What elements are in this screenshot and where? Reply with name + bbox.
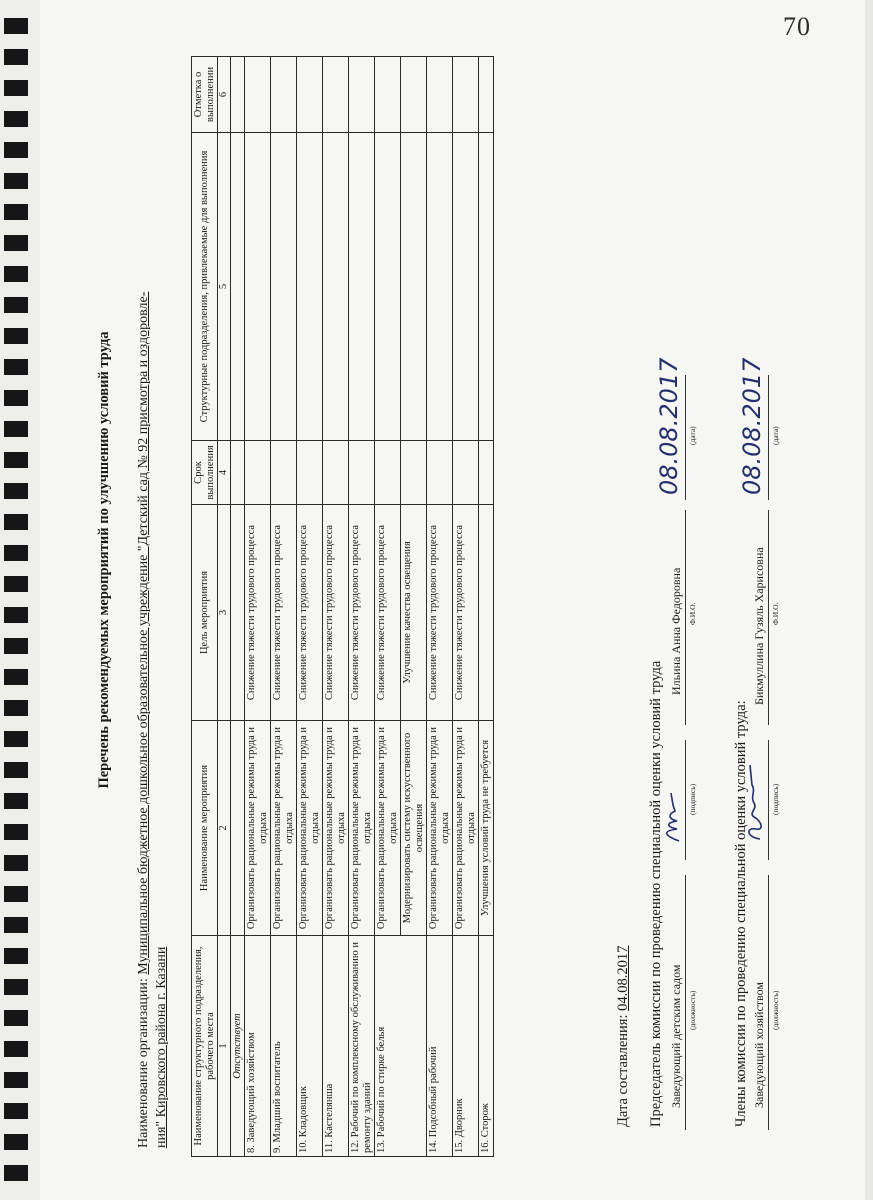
measures-table <box>191 56 494 1157</box>
header-number: 2 <box>218 721 231 936</box>
cell-measure: Организовать рациональные режимы труда и отдыха <box>297 721 323 936</box>
chairman-date: 08.08.2017 <box>655 357 683 495</box>
cell-place: 10. Кладовщик <box>297 936 323 1157</box>
document-title: Перечень рекомендуемых мероприятий по улучшению условий труда <box>96 331 112 789</box>
table-row <box>323 57 349 1157</box>
cell-goal: Снижение тяжести трудового процесса <box>375 505 401 721</box>
member-name: Бикмуллина Гузяль Харисовна <box>752 547 766 705</box>
cell-place: 9. Младший воспитатель <box>271 936 297 1157</box>
chairman-name: Ильина Анна Федоровна <box>669 567 683 695</box>
cell-goal: Снижение тяжести трудового процесса <box>323 505 349 721</box>
cell-measure: Модернизировать систему искусственного освещения <box>401 721 427 936</box>
page-number: 70 <box>783 12 811 41</box>
cell-place: 15. Дворник <box>453 936 479 1157</box>
name-line <box>768 510 769 725</box>
header-goal: Цель мероприятия <box>192 505 218 721</box>
table-number-row <box>218 57 231 1157</box>
chairman-signature <box>659 765 691 845</box>
cell-measure: Организовать рациональные режимы труда и отдыха <box>323 721 349 936</box>
position-caption: (должность) <box>688 990 697 1030</box>
cell-measure: Организовать рациональные режимы труда и отдыха <box>453 721 479 936</box>
position-line <box>768 875 769 1130</box>
organization-line-1 <box>136 58 152 1148</box>
table-row <box>453 57 479 1157</box>
header-measure: Наименование мероприятия <box>192 721 218 936</box>
organization-name-1: Муниципальное бюджетное дошкольное образовательное учреждение "Детский сад № 92 присмотра и оздоровле- <box>136 291 151 975</box>
header-departments: Структурные подразделения, привлекаемые для выполнения <box>192 133 218 441</box>
cell-place: 11. Кастелянша <box>323 936 349 1157</box>
cell-goal: Снижение тяжести трудового процесса <box>271 505 297 721</box>
header-number: 3 <box>218 505 231 721</box>
section-row <box>230 57 245 1157</box>
name-line <box>685 510 686 725</box>
header-number: 4 <box>218 441 231 505</box>
date-line <box>685 375 686 500</box>
cell-measure: Улучшения условий труда не требуется <box>479 721 494 936</box>
compilation-date <box>615 946 632 1127</box>
header-number: 5 <box>218 133 231 441</box>
cell-goal: Снижение тяжести трудового процесса <box>453 505 479 721</box>
organization-name-2: ния" Кировского района г. Казани <box>154 946 169 1148</box>
cell-measure: Организовать рациональные режимы труда и отдыха <box>271 721 297 936</box>
table-row <box>427 57 453 1157</box>
members-heading: Члены комиссии по проведению специальной оценки условий труда: <box>733 700 749 1127</box>
header-place: Наименование структурного подразделения, рабочего места <box>192 936 218 1157</box>
member-date: 08.08.2017 <box>738 357 766 495</box>
date-value: 04.08.2017 <box>615 945 631 1011</box>
signature-line <box>768 740 769 860</box>
cell-goal: Снижение тяжести трудового процесса <box>245 505 271 721</box>
chairman-position: Заведующий детским садом <box>669 964 683 1108</box>
table-header-row <box>192 57 218 1157</box>
cell-place: 13. Рабочий по стирке белья <box>375 936 427 1157</box>
cell-place: 12. Рабочий по комплексному обслуживанию и ремонту зданий <box>349 936 375 1157</box>
cell-goal <box>479 505 494 721</box>
chairman-heading: Председатель комиссии по проведению специальной оценки условий труда <box>648 660 664 1127</box>
cell-goal: Снижение тяжести трудового процесса <box>349 505 375 721</box>
header-number: 6 <box>218 57 231 133</box>
table-row <box>349 57 375 1157</box>
cell-measure: Организовать рациональные режимы труда и отдыха <box>427 721 453 936</box>
date-caption: (дата) <box>771 426 780 445</box>
cell-measure: Организовать рациональные режимы труда и отдыха <box>349 721 375 936</box>
header-mark: Отметка о выполнении <box>192 57 218 133</box>
table-row <box>245 57 271 1157</box>
fio-caption: Ф.И.О. <box>771 602 780 625</box>
signature-scribble <box>742 755 768 845</box>
cell-place: 16. Сторож <box>479 936 494 1157</box>
member-position: Заведующий хозяйством <box>752 982 766 1108</box>
table-row <box>479 57 494 1157</box>
signature-scribble <box>659 765 685 845</box>
fio-caption: Ф.И.О. <box>688 602 697 625</box>
section-label: Отсутствует <box>230 936 245 1157</box>
table-row <box>375 57 401 1157</box>
date-line <box>768 375 769 500</box>
date-caption: (дата) <box>688 426 697 445</box>
cell-goal: Снижение тяжести трудового процесса <box>297 505 323 721</box>
cell-goal: Улучшение качества освещения <box>401 505 427 721</box>
header-number: 1 <box>218 936 231 1157</box>
cell-place: 8. Заведующий хозяйством <box>245 936 271 1157</box>
cell-measure: Организовать рациональные режимы труда и отдыха <box>375 721 401 936</box>
date-label: Дата составления: <box>615 1014 631 1127</box>
organization-label: Наименование организации: <box>136 978 151 1148</box>
signature-caption: (подпись) <box>771 783 780 815</box>
position-caption: (должность) <box>771 990 780 1030</box>
cell-place: 14. Подсобный рабочий <box>427 936 453 1157</box>
signature-line <box>685 740 686 860</box>
header-deadline: Срок выполнения <box>192 441 218 505</box>
position-line <box>685 875 686 1130</box>
organization-line-2 <box>154 58 170 1148</box>
table-row <box>271 57 297 1157</box>
table-row <box>297 57 323 1157</box>
cell-goal: Снижение тяжести трудового процесса <box>427 505 453 721</box>
signature-caption: (подпись) <box>688 783 697 815</box>
cell-measure: Организовать рациональные режимы труда и отдыха <box>245 721 271 936</box>
